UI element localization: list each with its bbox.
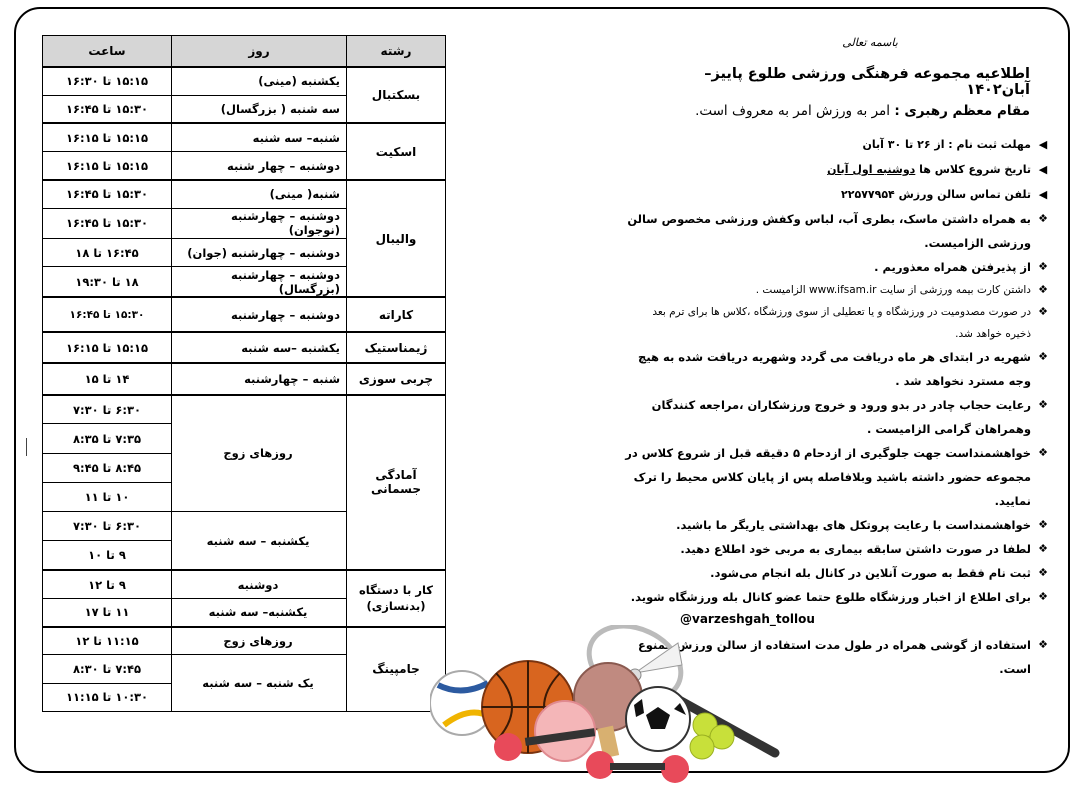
diamond-bullet-icon: ❖ xyxy=(1038,518,1048,531)
basmala: باسمه تعالی xyxy=(842,36,898,49)
day-cell: سه شنبه ( بزرگسال) xyxy=(172,95,347,123)
time-cell: ۸:۴۵ تا ۹:۴۵ xyxy=(43,453,172,482)
header-time: ساعت xyxy=(43,36,172,68)
table-row xyxy=(43,180,446,208)
day-cell: یکشنبه –سه شنبه xyxy=(172,332,347,363)
day-cell: شنبه – چهارشنبه xyxy=(172,363,347,394)
time-cell: ۷:۳۵ تا ۸:۳۵ xyxy=(43,424,172,453)
table-row xyxy=(43,395,446,424)
field-skate: اسکیت xyxy=(347,123,446,179)
channel-handle: @varzeshgah_tollou xyxy=(680,612,815,626)
time-cell: ۱۵:۳۰ تا ۱۶:۴۵ xyxy=(43,297,172,331)
class-schedule-table xyxy=(42,35,446,712)
time-cell: ۱۵:۱۵ تا ۱۶:۱۵ xyxy=(43,332,172,363)
shuttlecock-icon xyxy=(629,643,682,681)
day-cell: دوشنبه – چهارشنبه (نوجوان) xyxy=(172,208,347,238)
table-row xyxy=(43,123,446,151)
time-cell: ۱۵:۳۰ تا ۱۶:۴۵ xyxy=(43,95,172,123)
diamond-bullet-icon: ❖ xyxy=(1038,542,1048,555)
time-cell: ۷:۴۵ تا ۸:۳۰ xyxy=(43,655,172,683)
announcement-title: اطلاعیه مجموعه فرهنگی ورزشی طلوع پاییز– آبان۱۴۰۲ xyxy=(704,66,1030,98)
quote-label: مقام معظم رهبری : xyxy=(894,103,1030,119)
margin-mark xyxy=(26,438,27,456)
diamond-bullet-icon: ❖ xyxy=(1038,305,1048,318)
list-item: ◀ تلفن تماس سالن ورزش ۲۲۵۷۷۹۵۴ xyxy=(625,182,1053,207)
table-header-row xyxy=(43,36,446,68)
field-volleyball: والیبال xyxy=(347,180,446,298)
day-cell: دوشنبه – چهارشنبه (بزرگسال) xyxy=(172,267,347,298)
time-cell: ۱۶:۴۵ تا ۱۸ xyxy=(43,238,172,266)
diamond-bullet-icon: ❖ xyxy=(1038,350,1048,363)
day-cell: دوشنبه – چهارشنبه xyxy=(172,297,347,331)
diamond-bullet-icon: ❖ xyxy=(1038,398,1048,411)
header-day: روز xyxy=(172,36,347,68)
day-cell: شنبه– سه شنبه xyxy=(172,123,347,151)
day-cell: دوشنبه – چهار شنبه xyxy=(172,152,347,180)
tennis-balls-icon xyxy=(690,713,734,759)
field-basketball: بسکتبال xyxy=(347,67,446,123)
day-cell: یکشنبه– سه شنبه xyxy=(172,598,347,626)
table-row xyxy=(43,67,446,95)
class-start-date: دوشنبه اول آبان xyxy=(827,163,916,176)
time-cell: ۹ تا ۱۰ xyxy=(43,541,172,570)
table-row xyxy=(43,570,446,598)
time-cell: ۶:۳۰ تا ۷:۳۰ xyxy=(43,395,172,424)
diamond-bullet-icon: ❖ xyxy=(1038,566,1048,579)
list-item: ❖ لطفا در صورت داشتن سابقه بیماری به مربی خود اطلاع دهید. xyxy=(625,537,1053,561)
list-item: ◀ تاریخ شروع کلاس ها دوشنبه اول آبان xyxy=(625,157,1053,182)
field-jumping: جامپینگ xyxy=(347,627,446,712)
diamond-bullet-icon: ❖ xyxy=(1038,283,1048,296)
field-fat-burning: چربی سوزی xyxy=(347,363,446,394)
announcement-list xyxy=(625,132,1053,681)
time-cell: ۶:۳۰ تا ۷:۳۰ xyxy=(43,512,172,541)
list-item: ❖ خواهشمنداست با رعایت پروتکل های بهداشتی یاریگر ما باشید. xyxy=(625,513,1053,537)
list-item: ❖ رعایت حجاب چادر در بدو ورود و خروج ورزشکاران ،مراجعه کنندگان وهمراهان گرامی الزامیست . xyxy=(625,393,1053,441)
list-item: ❖ در صورت مصدومیت در ورزشگاه و یا تعطیلی از سوی ورزشگاه ،کلاس ها برای ترم بعد ذخیره خواهد شد. xyxy=(625,301,1053,345)
diamond-bullet-icon: ❖ xyxy=(1038,446,1048,459)
time-cell: ۱۵:۳۰ تا ۱۶:۴۵ xyxy=(43,208,172,238)
header-field: رشته xyxy=(347,36,446,68)
table-row xyxy=(43,332,446,363)
time-cell: ۱۵:۱۵ تا ۱۶:۱۵ xyxy=(43,152,172,180)
list-item: ❖ از پذیرفتن همراه معذوریم . xyxy=(625,255,1053,279)
list-item: ❖ شهریه در ابتدای هر ماه دریافت می گردد وشهریه دریافت شده به هیچ وجه مسترد نخواهد شد . xyxy=(625,345,1053,393)
time-cell: ۱۱ تا ۱۷ xyxy=(43,598,172,626)
arrowhead-bullet-icon: ◀ xyxy=(1038,138,1048,151)
sports-equipment-illustration xyxy=(430,625,800,783)
time-cell: ۹ تا ۱۲ xyxy=(43,570,172,598)
diamond-bullet-icon: ❖ xyxy=(1038,590,1048,603)
day-cell: شنبه( مینی) xyxy=(172,180,347,208)
time-cell: ۱۰:۳۰ تا ۱۱:۱۵ xyxy=(43,683,172,711)
day-cell: روزهای زوج xyxy=(172,627,347,655)
field-bodybuilding: کار با دستگاه (بدنسازی) xyxy=(347,570,446,626)
list-item: ❖ استفاده از گوشی همراه در طول مدت استفاده از سالن ورزش ممنوع است. xyxy=(625,633,1053,681)
arrowhead-bullet-icon: ◀ xyxy=(1038,163,1048,176)
list-item: ❖ داشتن کارت بیمه ورزشی از سایت www.ifsam.ir الزامیست . xyxy=(625,279,1053,301)
time-cell: ۱۸ تا ۱۹:۳۰ xyxy=(43,267,172,298)
arrowhead-bullet-icon: ◀ xyxy=(1038,188,1048,201)
leader-quote xyxy=(690,103,1030,119)
time-cell: ۱۵:۱۵ تا ۱۶:۳۰ xyxy=(43,67,172,95)
soccer-ball-icon xyxy=(626,687,690,751)
day-cell: دوشنبه xyxy=(172,570,347,598)
field-fitness: آمادگی جسمانی xyxy=(347,395,446,571)
quote-text: امر به ورزش امر به معروف است. xyxy=(695,103,891,119)
diamond-bullet-icon: ❖ xyxy=(1038,212,1048,225)
field-gymnastics: ژیمناستیک xyxy=(347,332,446,363)
time-cell: ۱۵:۱۵ تا ۱۶:۱۵ xyxy=(43,123,172,151)
table-row xyxy=(43,627,446,655)
list-item: ◀ مهلت ثبت نام : از ۲۶ تا ۳۰ آبان xyxy=(625,132,1053,157)
time-cell: ۱۰ تا ۱۱ xyxy=(43,482,172,511)
day-cell: دوشنبه – چهارشنبه (جوان) xyxy=(172,238,347,266)
table-row xyxy=(43,297,446,331)
day-cell: یک شنبه – سه شنبه xyxy=(172,655,347,712)
list-item: ❖ خواهشمنداست جهت جلوگیری از ازدحام ۵ دقیقه قبل از شروع کلاس در مجموعه حضور داشته باشید وبلافاصله پس از پایان کلاس محیط را ترک نمایید. xyxy=(625,441,1053,513)
diamond-bullet-icon: ❖ xyxy=(1038,260,1048,273)
time-cell: ۱۴ تا ۱۵ xyxy=(43,363,172,394)
field-karate: کاراته xyxy=(347,297,446,331)
time-cell: ۱۱:۱۵ تا ۱۲ xyxy=(43,627,172,655)
time-cell: ۱۵:۳۰ تا ۱۶:۴۵ xyxy=(43,180,172,208)
diamond-bullet-icon: ❖ xyxy=(1038,638,1048,651)
list-item: ❖ ثبت نام فقط به صورت آنلاین در کانال بله انجام می‌شود. xyxy=(625,561,1053,585)
day-cell: یکشنبه – سه شنبه xyxy=(172,512,347,571)
table-row xyxy=(43,363,446,394)
day-cell: روزهای زوج xyxy=(172,395,347,512)
list-item: ❖ به همراه داشتن ماسک، بطری آب، لباس وکفش ورزشی مخصوص سالن ورزشی الزامیست. xyxy=(625,207,1053,255)
day-cell: یکشنبه (مینی) xyxy=(172,67,347,95)
list-item: ❖ برای اطلاع از اخبار ورزشگاه طلوع حتما عضو کانال بله ورزشگاه شوید. xyxy=(625,585,1053,609)
